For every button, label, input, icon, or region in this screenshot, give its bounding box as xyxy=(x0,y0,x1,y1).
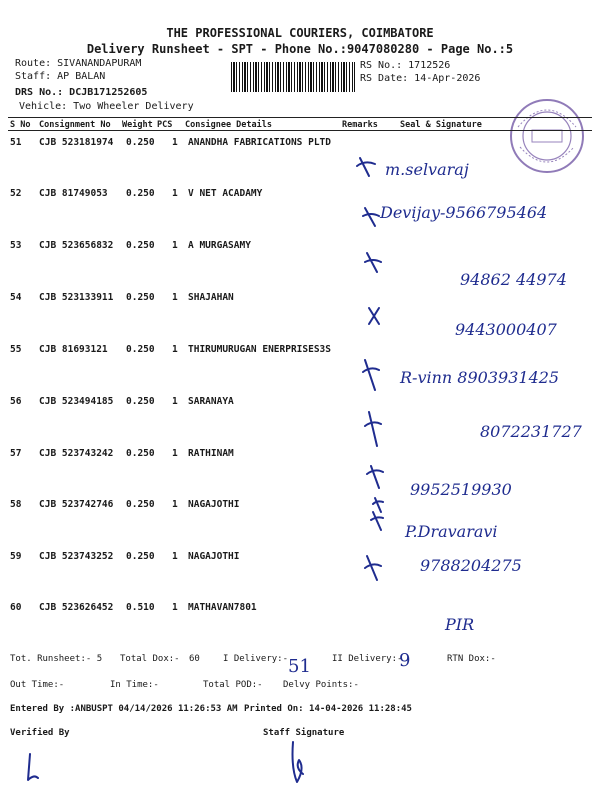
col-consignment: Consignment No xyxy=(39,120,111,130)
total-dox-label: Total Dox:- xyxy=(120,654,180,664)
barcode xyxy=(231,62,355,92)
row-consignee: A MURGASAMY xyxy=(188,240,251,251)
row-pcs: 1 xyxy=(172,137,178,148)
row-sno: 52 xyxy=(10,188,22,199)
row-sno: 53 xyxy=(10,240,22,251)
col-sno: S No xyxy=(10,120,31,130)
i-delivery-handwritten: 51 xyxy=(288,656,311,677)
col-remarks: Remarks xyxy=(342,120,378,130)
handwriting-row-56: 8072231727 xyxy=(480,422,582,441)
ii-delivery-handwritten: 9 xyxy=(399,650,411,671)
col-seal: Seal & Signature xyxy=(400,120,482,130)
tot-runsheet: Tot. Runsheet:- 5 xyxy=(10,654,103,664)
row-consignment: CJB 523743242 xyxy=(39,448,114,459)
row-consignee: THIRUMURUGAN ENERPRISES3S xyxy=(188,344,331,355)
col-weight: Weight xyxy=(122,120,153,130)
row-pcs: 1 xyxy=(172,499,178,510)
row-consignment: CJB 523626452 xyxy=(39,602,114,613)
row-pcs: 1 xyxy=(172,396,178,407)
row-consignment: CJB 81749053 xyxy=(39,188,108,199)
handwriting-row-60: PIR xyxy=(445,615,475,634)
row-pcs: 1 xyxy=(172,188,178,199)
row-consignee: MATHAVAN7801 xyxy=(188,602,257,613)
route-label: Route: SIVANANDAPURAM xyxy=(15,58,142,69)
row-sno: 59 xyxy=(10,551,22,562)
total-pod-label: Total POD:- xyxy=(203,680,263,690)
tick-marks-icon xyxy=(355,150,415,650)
handwriting-row-52: Devijay-9566795464 xyxy=(380,203,548,222)
row-consignment: CJB 523181974 xyxy=(39,137,114,148)
rs-date: RS Date: 14-Apr-2026 xyxy=(360,73,481,84)
row-pcs: 1 xyxy=(172,240,178,251)
row-pcs: 1 xyxy=(172,551,178,562)
handwriting-row-59: 9788204275 xyxy=(420,556,522,575)
row-consignment: CJB 523133911 xyxy=(39,292,114,303)
row-consignee: SHAJAHAN xyxy=(188,292,234,303)
handwriting-row-57: 9952519930 xyxy=(410,480,512,499)
row-sno: 56 xyxy=(10,396,22,407)
handwriting-row-58: P.Dravaravi xyxy=(405,522,498,541)
row-weight: 0.250 xyxy=(126,448,155,459)
row-consignment: CJB 523743252 xyxy=(39,551,114,562)
staff-label: Staff: AP BALAN xyxy=(15,71,106,82)
row-weight: 0.250 xyxy=(126,137,155,148)
row-sno: 60 xyxy=(10,602,22,613)
drs-number: DRS No.: DCJB171252605 xyxy=(15,87,148,98)
row-pcs: 1 xyxy=(172,344,178,355)
row-consignee: NAGAJOTHI xyxy=(188,499,240,510)
in-time-label: In Time:- xyxy=(110,680,159,690)
handwriting-row-53: 94862 44974 xyxy=(460,270,567,289)
i-delivery-label: I Delivery:- xyxy=(223,654,289,664)
col-consignee: Consignee Details xyxy=(185,120,272,130)
row-sno: 51 xyxy=(10,137,22,148)
col-pcs: PCS xyxy=(157,120,173,130)
row-consignee: V NET ACADAMY xyxy=(188,188,263,199)
vehicle-label: Vehicle: Two Wheeler Delivery xyxy=(19,101,194,112)
verifier-signature-icon xyxy=(20,748,60,788)
row-consignment: CJB 523742746 xyxy=(39,499,114,510)
row-weight: 0.250 xyxy=(126,396,155,407)
row-consignee: NAGAJOTHI xyxy=(188,551,240,562)
ii-delivery-label: II Delivery:- xyxy=(332,654,403,664)
total-dox-value: 60 xyxy=(189,654,200,664)
rs-number: RS No.: 1712526 xyxy=(360,60,451,71)
row-sno: 57 xyxy=(10,448,22,459)
rtn-dox-label: RTN Dox:- xyxy=(447,654,496,664)
row-sno: 58 xyxy=(10,499,22,510)
row-consignment: CJB 81693121 xyxy=(39,344,108,355)
company-stamp-icon xyxy=(508,97,586,175)
row-pcs: 1 xyxy=(172,602,178,613)
staff-signature-icon xyxy=(285,738,325,788)
row-pcs: 1 xyxy=(172,448,178,459)
verified-by-label: Verified By xyxy=(10,728,70,738)
row-sno: 55 xyxy=(10,344,22,355)
row-weight: 0.250 xyxy=(126,292,155,303)
entered-by: Entered By :ANBUSPT 04/14/2026 11:26:53 AM xyxy=(10,704,238,714)
row-consignment: CJB 523656832 xyxy=(39,240,114,251)
row-weight: 0.250 xyxy=(126,240,155,251)
runsheet-subtitle: Delivery Runsheet - SPT - Phone No.:9047080280 - Page No.:5 xyxy=(86,42,514,56)
header-top-rule xyxy=(8,117,592,118)
row-weight: 0.250 xyxy=(126,551,155,562)
row-weight: 0.250 xyxy=(126,344,155,355)
row-weight: 0.510 xyxy=(126,602,155,613)
row-pcs: 1 xyxy=(172,292,178,303)
handwriting-row-54: 9443000407 xyxy=(455,320,557,339)
row-consignment: CJB 523494185 xyxy=(39,396,114,407)
row-consignee: ANANDHA FABRICATIONS PLTD xyxy=(188,137,331,148)
delvy-points-label: Delvy Points:- xyxy=(283,680,359,690)
row-weight: 0.250 xyxy=(126,499,155,510)
staff-signature-label: Staff Signature xyxy=(263,728,345,738)
row-sno: 54 xyxy=(10,292,22,303)
row-weight: 0.250 xyxy=(126,188,155,199)
row-consignee: SARANAYA xyxy=(188,396,234,407)
handwriting-row-55: R-vinn 8903931425 xyxy=(400,368,560,387)
out-time-label: Out Time:- xyxy=(10,680,65,690)
row-consignee: RATHINAM xyxy=(188,448,234,459)
printed-on: Printed On: 14-04-2026 11:28:45 xyxy=(244,704,412,714)
handwriting-row-51: m.selvaraj xyxy=(385,160,469,179)
company-title: THE PROFESSIONAL COURIERS, COIMBATORE xyxy=(166,26,434,40)
header-bottom-rule xyxy=(8,130,592,131)
